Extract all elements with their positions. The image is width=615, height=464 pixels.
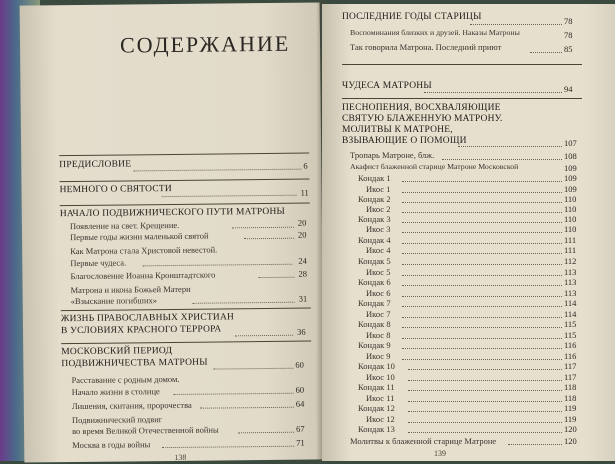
toc-subentry: Кондак 4 [358, 235, 391, 245]
toc-page: 28 [298, 268, 307, 279]
toc-page: 109 [564, 184, 577, 194]
toc-page: 119 [564, 403, 577, 413]
toc-page: 110 [564, 214, 577, 224]
dot-leader [402, 285, 562, 286]
toc-page: 112 [564, 256, 577, 266]
dot-leader [408, 432, 562, 433]
toc-entry: ПОДВИЖНИЧЕСТВА МАТРОНЫ [61, 357, 208, 370]
toc-page: 71 [296, 437, 305, 448]
toc-page: 78 [564, 16, 573, 26]
toc-page: 11 [300, 187, 309, 198]
dot-leader [244, 238, 294, 240]
toc-subentry: Икос 5 [366, 267, 391, 277]
toc-page: 20 [297, 229, 307, 240]
right-page [322, 4, 615, 461]
toc-page: 64 [295, 398, 305, 409]
toc-subentry: Кондак 9 [358, 340, 391, 350]
toc-page: 120 [564, 424, 577, 434]
dot-leader [402, 222, 562, 223]
toc-subentry: Икос 11 [366, 393, 395, 403]
toc-subentry: Матрона и икона Божьей Матери [70, 283, 191, 296]
section-rule [59, 153, 309, 157]
toc-subentry: Икос 6 [366, 288, 391, 298]
dot-leader [402, 181, 562, 182]
dot-leader [408, 369, 562, 370]
toc-entry: ЧУДЕСА МАТРОНЫ [342, 81, 432, 91]
dot-leader [402, 296, 562, 297]
toc-subentry: Икос 2 [366, 204, 391, 214]
dot-leader [508, 444, 562, 445]
toc-subentry: Тропарь Матроне, блж. [350, 150, 435, 160]
toc-subentry: Икос 7 [366, 309, 391, 319]
toc-entry: ЖИЗНЬ ПРАВОСЛАВНЫХ ХРИСТИАН [60, 312, 235, 325]
toc-entry: ПЕСНОПЕНИЯ, ВОСХВАЛЯЮЩИЕ [342, 103, 501, 113]
dot-leader [402, 253, 562, 254]
toc-page: 36 [296, 326, 306, 337]
dot-leader [442, 159, 562, 160]
toc-subentry: Кондак 1 [358, 173, 391, 183]
toc-page: 113 [564, 288, 577, 298]
toc-page: 110 [564, 194, 577, 204]
toc-entry: ВЗЫВАЮЩИЕ О ПОМОЩИ [342, 136, 467, 146]
toc-subentry: Как Матрона стала Христовой невестой. [70, 244, 218, 257]
dot-leader [470, 24, 562, 25]
toc-page: 110 [564, 224, 577, 234]
toc-page: 31 [298, 293, 308, 304]
dot-leader [402, 317, 562, 318]
toc-entry: СВЯТУЮ БЛАЖЕННУЮ МАТРОНУ. [342, 114, 503, 124]
toc-page: 111 [564, 235, 577, 245]
dot-leader [258, 277, 294, 278]
toc-subentry: Кондак 13 [358, 424, 395, 434]
toc-subentry: Кондак 3 [358, 214, 391, 224]
section-rule [59, 179, 309, 183]
toc-entry: В УСЛОВИЯХ КРАСНОГО ТЕРРОРА [60, 324, 222, 337]
toc-subentry: Так говорила Матрона. Последний приют [350, 42, 502, 52]
dot-leader [142, 264, 292, 267]
section-rule [61, 308, 311, 312]
toc-entry: ПОСЛЕДНИЕ ГОДЫ СТАРИЦЫ [342, 12, 482, 22]
toc-subentry: Кондак 12 [358, 403, 395, 413]
dot-leader [213, 368, 293, 370]
dot-leader [424, 92, 562, 93]
toc-subentry: Икос 3 [366, 224, 391, 234]
toc-subentry: Кондак 2 [358, 194, 391, 204]
toc-page: 20 [297, 217, 307, 228]
toc-subentry: Молитвы к блаженной старице Матроне [350, 436, 497, 446]
toc-subentry: Икос 1 [366, 184, 391, 194]
toc-subentry: Подвижнический подвиг [71, 414, 163, 426]
dot-leader [174, 393, 294, 395]
toc-page: 115 [564, 319, 577, 329]
contents-title: СОДЕРЖАНИЕ [119, 30, 291, 58]
dot-leader [408, 401, 562, 402]
toc-subentry: Воспоминания близких и друзей. Наказы Матроны [350, 28, 520, 37]
toc-subentry: Икос 12 [366, 414, 395, 424]
dot-leader [402, 192, 562, 193]
section-rule [342, 98, 582, 99]
toc-page: 85 [564, 44, 573, 54]
dot-leader [133, 169, 301, 172]
dot-leader [232, 227, 294, 229]
dot-leader [238, 432, 294, 434]
toc-page: 120 [564, 436, 577, 446]
dot-leader [402, 264, 562, 265]
toc-page: 94 [564, 84, 573, 94]
dot-leader [402, 243, 562, 244]
toc-page: 60 [295, 384, 305, 395]
dot-leader [193, 302, 295, 304]
toc-entry: НЕМНОГО О СВЯТОСТИ [59, 183, 172, 196]
dot-leader [408, 390, 562, 391]
toc-subentry: во время Великой Отечественной войны [72, 424, 219, 437]
toc-page: 113 [564, 277, 577, 287]
toc-subentry: Начало жизни в столице [71, 386, 160, 398]
toc-subentry: Кондак 6 [358, 277, 391, 287]
toc-entry: ПРЕДИСЛОВИЕ [59, 159, 132, 171]
dot-leader [402, 306, 562, 307]
dot-leader [408, 422, 562, 423]
dot-leader [530, 52, 562, 53]
section-rule [60, 203, 310, 207]
toc-subentry: Акафист блаженной старице Матроне Московской [350, 162, 519, 171]
dot-leader [235, 335, 293, 337]
dot-leader [200, 407, 294, 409]
dot-leader [402, 275, 562, 276]
dot-leader [408, 380, 562, 381]
toc-page: 119 [564, 414, 577, 424]
toc-page: 115 [564, 330, 577, 340]
toc-page: 118 [564, 393, 577, 403]
toc-page: 118 [564, 382, 577, 392]
section-rule [61, 341, 311, 345]
toc-subentry: Кондак 10 [358, 361, 395, 371]
toc-entry: МОСКОВСКИЙ ПЕРИОД [61, 346, 173, 358]
toc-subentry: Благословение Иоанна Кронштадтского [70, 269, 216, 282]
toc-subentry: Икос 10 [366, 372, 395, 382]
page-number: 138 [174, 452, 187, 462]
toc-page: 114 [564, 309, 577, 319]
toc-entry: МОЛИТВЫ К МАТРОНЕ, [342, 125, 453, 135]
toc-page: 113 [564, 267, 577, 277]
toc-page: 109 [564, 173, 577, 183]
dot-leader [402, 348, 562, 349]
toc-subentry: Кондак 11 [358, 382, 395, 392]
toc-subentry: Москва в годы войны [72, 439, 151, 451]
dot-leader [402, 338, 562, 339]
toc-page: 116 [564, 340, 577, 350]
toc-subentry: Первые годы жизни маленькой святой [69, 230, 209, 243]
toc-page: 116 [564, 351, 577, 361]
page-number: 139 [434, 449, 446, 458]
toc-page: 24 [298, 255, 307, 266]
dot-leader [402, 359, 562, 360]
toc-page: 107 [564, 138, 577, 148]
dot-leader [408, 411, 562, 412]
toc-page: 111 [564, 245, 577, 255]
left-page [20, 2, 325, 462]
toc-page: 114 [564, 298, 577, 308]
toc-subentry: Икос 9 [366, 351, 391, 361]
toc-subentry: Первые чудеса. [70, 257, 127, 269]
dot-leader [162, 195, 297, 197]
toc-page: 6 [303, 160, 308, 171]
toc-subentry: Расставание с родным домом. [71, 373, 180, 386]
dot-leader [402, 212, 562, 213]
toc-subentry: Появление на свет. Крещение. [69, 219, 180, 232]
toc-subentry: «Взыскание погибших» [70, 295, 158, 307]
dot-leader [162, 446, 294, 448]
toc-subentry: Кондак 7 [358, 298, 391, 308]
toc-page: 78 [564, 30, 573, 40]
toc-entry: НАЧАЛО ПОДВИЖНИЧЕСКОГО ПУТИ МАТРОНЫ [59, 206, 286, 220]
section-rule [342, 64, 582, 65]
toc-page: 117 [564, 361, 577, 371]
toc-page: 60 [295, 359, 304, 370]
toc-page: 67 [296, 423, 305, 434]
toc-subentry: Кондак 8 [358, 319, 391, 329]
dot-leader [402, 232, 562, 233]
toc-page: 117 [564, 372, 577, 382]
toc-page: 110 [564, 204, 577, 214]
toc-subentry: Икос 8 [366, 330, 391, 340]
toc-subentry: Икос 4 [366, 245, 391, 255]
toc-page: 109 [564, 163, 577, 173]
toc-page: 108 [564, 151, 577, 161]
toc-subentry: Лишения, скитания, пророчества [71, 399, 192, 412]
dot-leader [402, 327, 562, 328]
dot-leader [402, 202, 562, 203]
toc-subentry: Кондак 5 [358, 256, 391, 266]
dot-leader [458, 146, 562, 147]
